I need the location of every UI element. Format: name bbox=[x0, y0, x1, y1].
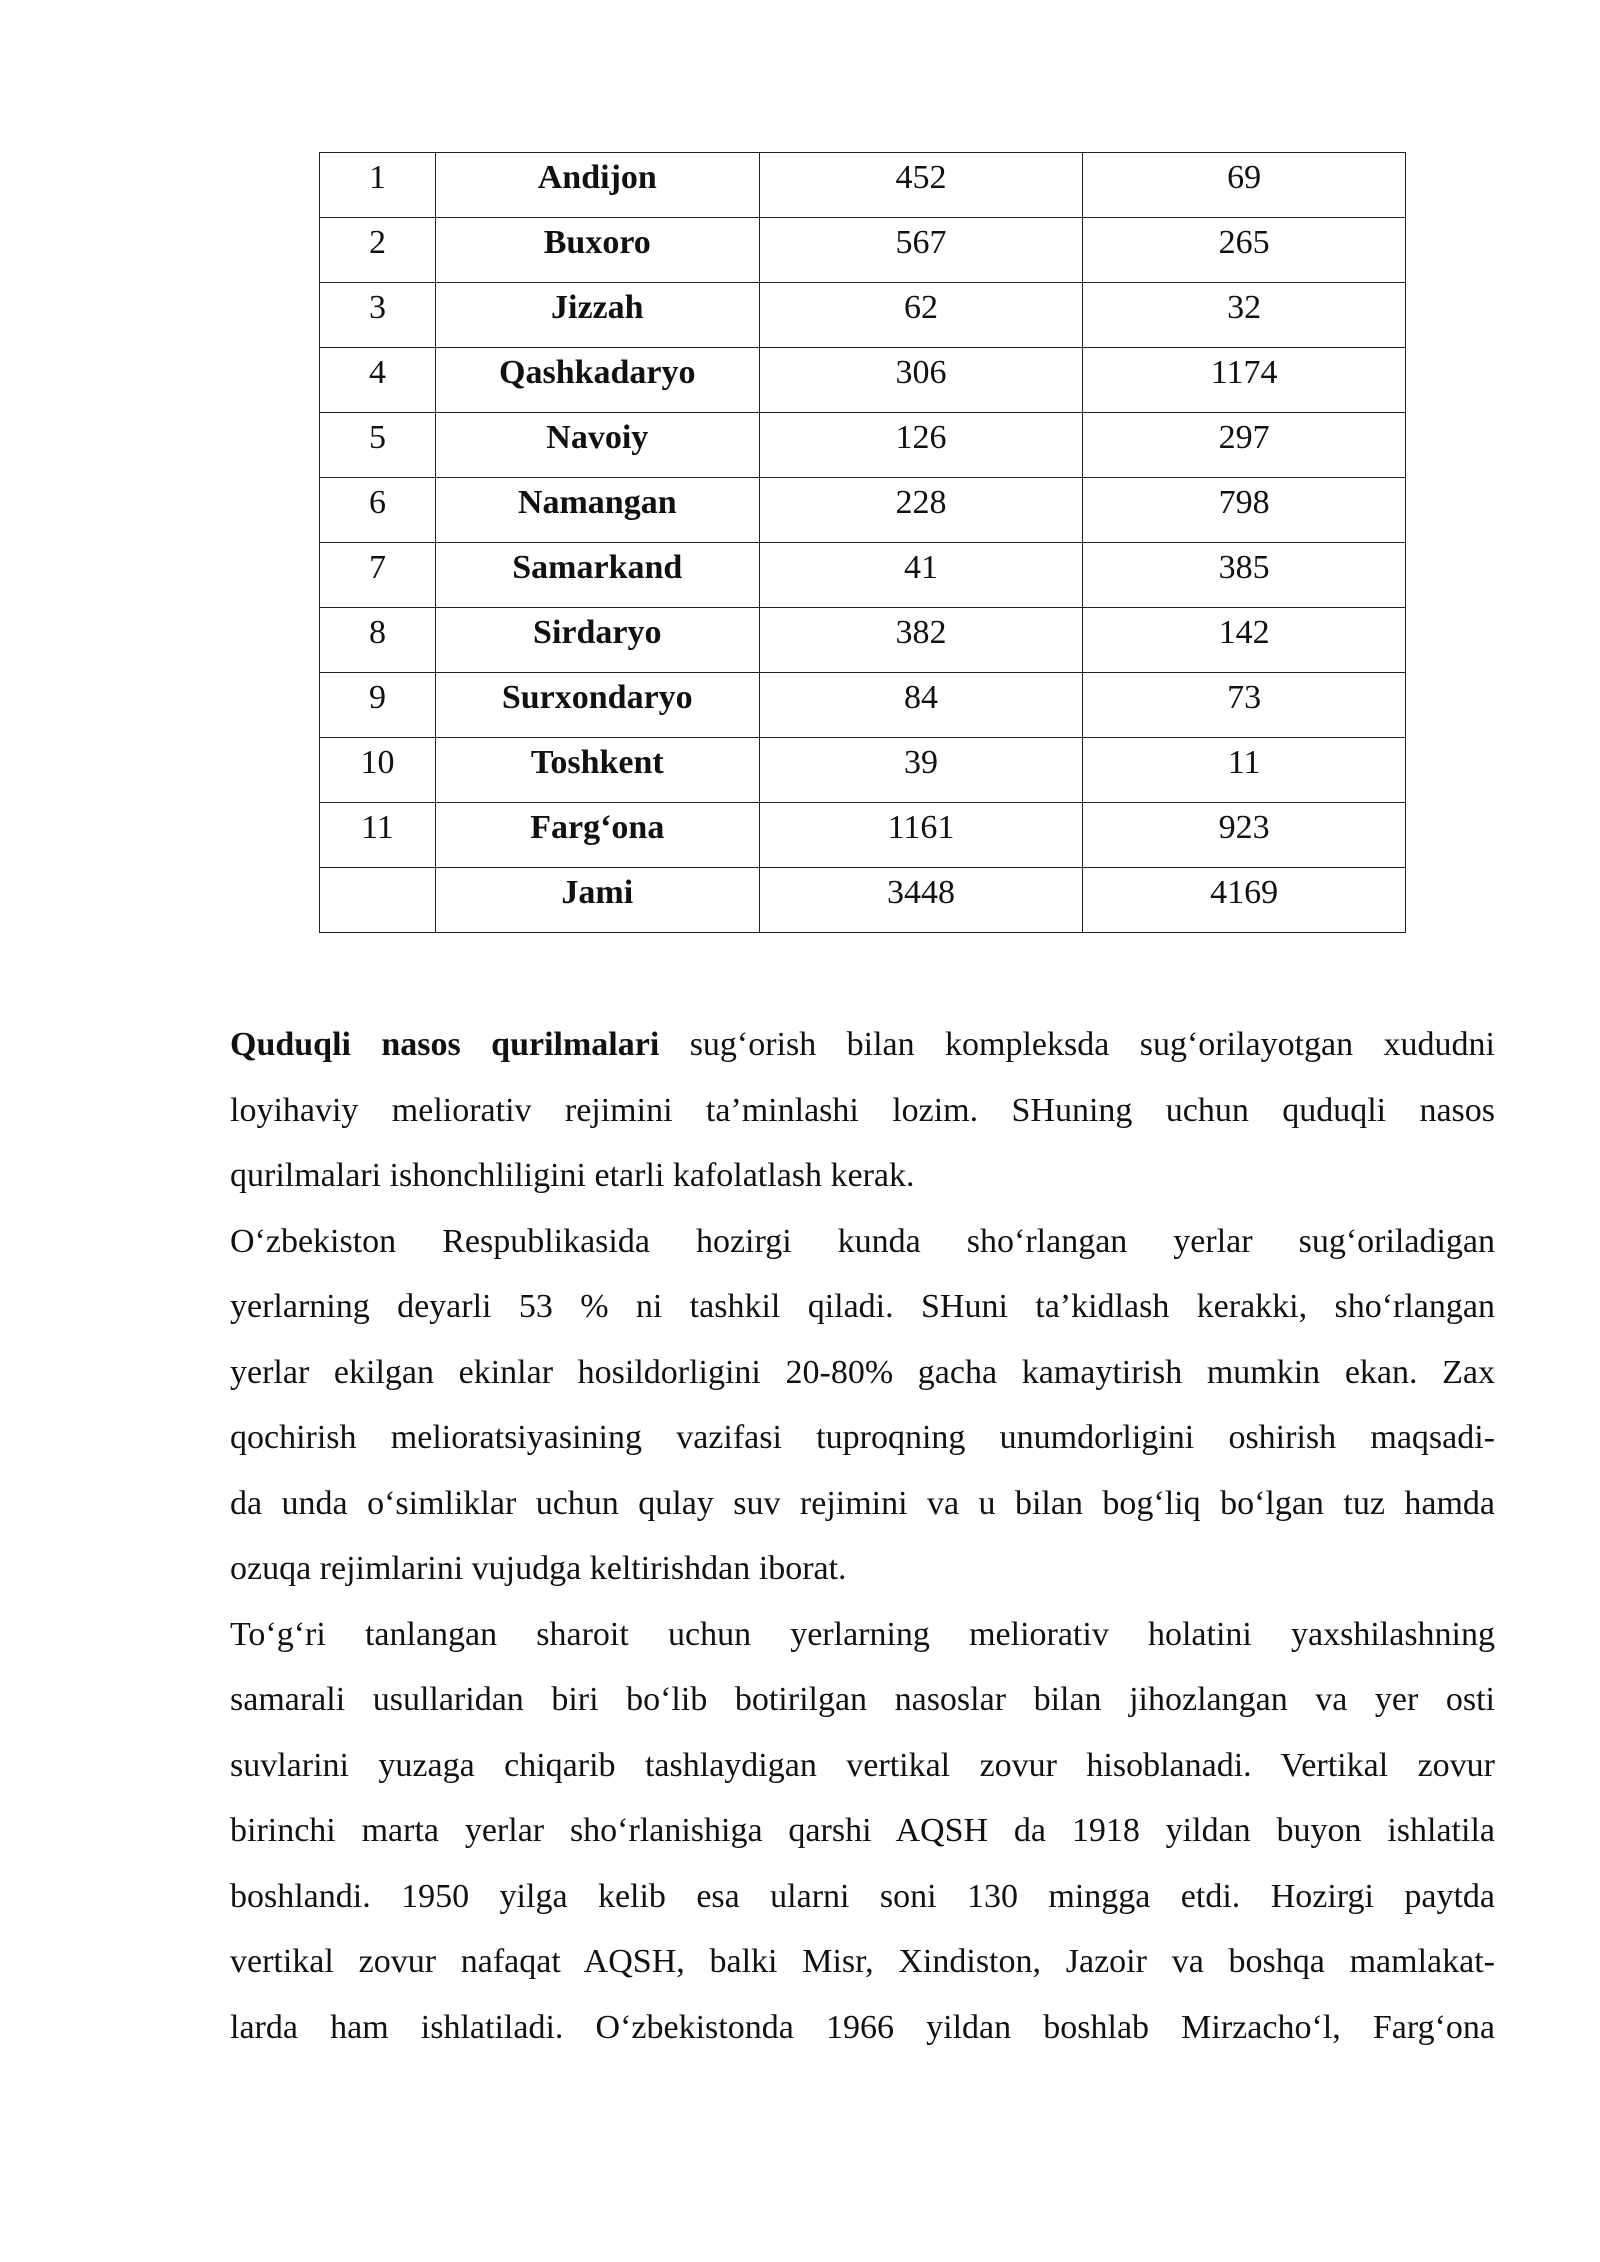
row-number-cell: 8 bbox=[320, 608, 436, 673]
value-2-cell: 265 bbox=[1083, 218, 1406, 283]
value-1-cell: 306 bbox=[759, 348, 1083, 413]
table-row bbox=[320, 673, 1406, 738]
value-1-cell: 1161 bbox=[759, 803, 1083, 868]
text-line: da unda o‘simliklar uchun qulay suv rejimini va u bilan bog‘liq bo‘lgan tuz hamda bbox=[230, 1484, 1495, 1522]
row-number-cell: 11 bbox=[320, 803, 436, 868]
value-1-cell: 41 bbox=[759, 543, 1083, 608]
value-1-cell: 126 bbox=[759, 413, 1083, 478]
value-1-cell: 452 bbox=[759, 153, 1083, 218]
value-1-cell: 84 bbox=[759, 673, 1083, 738]
value-2-cell: 385 bbox=[1083, 543, 1406, 608]
table-row bbox=[320, 348, 1406, 413]
table-row bbox=[320, 218, 1406, 283]
region-name-cell: Jami bbox=[435, 868, 759, 933]
row-number-cell bbox=[320, 868, 436, 933]
row-number-cell: 1 bbox=[320, 153, 436, 218]
table-row bbox=[320, 868, 1406, 933]
paragraph-2 bbox=[230, 1209, 1495, 1602]
text-line: suvlarini yuzaga chiqarib tashlaydigan vertikal zovur hisoblanadi. Vertikal zovur bbox=[230, 1746, 1495, 1784]
row-number-cell: 10 bbox=[320, 738, 436, 803]
table-row bbox=[320, 803, 1406, 868]
table-row bbox=[320, 543, 1406, 608]
text-line: qochirish melioratsiyasining vazifasi tuproqning unumdorligini oshirish maqsadi- bbox=[230, 1419, 1495, 1456]
value-2-cell: 11 bbox=[1083, 738, 1406, 803]
region-name-cell: Qashkadaryo bbox=[435, 348, 759, 413]
table-row bbox=[320, 608, 1406, 673]
region-name-cell: Jizzah bbox=[435, 283, 759, 348]
text-span: sug‘orish bilan kompleksda sug‘orilayotgan xududni bbox=[689, 1026, 1495, 1063]
text-line: vertikal zovur nafaqat AQSH, balki Misr, Xindiston, Jazoir va boshqa mamlakat- bbox=[230, 1943, 1495, 1980]
text-line: boshlandi. 1950 yilga kelib esa ularni soni 130 mingga etdi. Hozirgi paytda bbox=[230, 1877, 1495, 1915]
text-line: samarali usullaridan biri bo‘lib botirilgan nasoslar bilan jihozlangan va yer osti bbox=[230, 1681, 1495, 1718]
text-line: birinchi marta yerlar sho‘rlanishiga qarshi AQSH da 1918 yildan buyon ishlatila bbox=[230, 1812, 1495, 1849]
text-line bbox=[230, 1012, 1495, 1078]
row-number-cell: 6 bbox=[320, 478, 436, 543]
paragraph-1 bbox=[230, 1012, 1495, 1209]
value-1-cell: 3448 bbox=[759, 868, 1083, 933]
text-line: yerlarning deyarli 53 % ni tashkil qiladi. SHuni ta’kidlash kerakki, sho‘rlangan bbox=[230, 1288, 1495, 1325]
region-name-cell: Navoiy bbox=[435, 413, 759, 478]
region-name-cell: Andijon bbox=[435, 153, 759, 218]
region-name-cell: Farg‘ona bbox=[435, 803, 759, 868]
paragraph-3 bbox=[230, 1602, 1495, 2061]
text-line: O‘zbekiston Respublikasida hozirgi kunda sho‘rlangan yerlar sug‘oriladigan bbox=[230, 1222, 1495, 1260]
value-2-cell: 4169 bbox=[1083, 868, 1406, 933]
value-2-cell: 73 bbox=[1083, 673, 1406, 738]
table-row bbox=[320, 413, 1406, 478]
text-line: qurilmalari ishonchliligini etarli kafolatlash kerak. bbox=[230, 1157, 915, 1194]
value-2-cell: 798 bbox=[1083, 478, 1406, 543]
value-1-cell: 39 bbox=[759, 738, 1083, 803]
row-number-cell: 7 bbox=[320, 543, 436, 608]
table-row bbox=[320, 738, 1406, 803]
value-2-cell: 297 bbox=[1083, 413, 1406, 478]
table-row bbox=[320, 478, 1406, 543]
region-name-cell: Samarkand bbox=[435, 543, 759, 608]
value-2-cell: 69 bbox=[1083, 153, 1406, 218]
bold-term: Quduqli nasos qurilmalari bbox=[230, 1026, 660, 1063]
table-body bbox=[320, 153, 1406, 933]
value-2-cell: 923 bbox=[1083, 803, 1406, 868]
region-name-cell: Buxoro bbox=[435, 218, 759, 283]
value-2-cell: 32 bbox=[1083, 283, 1406, 348]
value-1-cell: 567 bbox=[759, 218, 1083, 283]
value-2-cell: 1174 bbox=[1083, 348, 1406, 413]
row-number-cell: 4 bbox=[320, 348, 436, 413]
value-1-cell: 62 bbox=[759, 283, 1083, 348]
text-line: larda ham ishlatiladi. O‘zbekistonda 1966 yildan boshlab Mirzacho‘l, Farg‘ona bbox=[230, 2008, 1495, 2046]
value-1-cell: 382 bbox=[759, 608, 1083, 673]
text-line: To‘g‘ri tanlangan sharoit uchun yerlarning meliorativ holatini yaxshilashning bbox=[230, 1615, 1495, 1653]
value-2-cell: 142 bbox=[1083, 608, 1406, 673]
value-1-cell: 228 bbox=[759, 478, 1083, 543]
region-name-cell: Sirdaryo bbox=[435, 608, 759, 673]
text-line: yerlar ekilgan ekinlar hosildorligini 20-80% gacha kamaytirish mumkin ekan. Zax bbox=[230, 1353, 1495, 1391]
table-row bbox=[320, 283, 1406, 348]
region-name-cell: Surxondaryo bbox=[435, 673, 759, 738]
row-number-cell: 5 bbox=[320, 413, 436, 478]
region-name-cell: Namangan bbox=[435, 478, 759, 543]
region-data-table bbox=[319, 152, 1406, 933]
body-text bbox=[230, 1012, 1495, 2060]
text-line: ozuqa rejimlarini vujudga keltirishdan iborat. bbox=[230, 1550, 847, 1587]
text-line: loyihaviy meliorativ rejimini ta’minlashi lozim. SHuning uchun quduqli nasos bbox=[230, 1091, 1495, 1129]
row-number-cell: 3 bbox=[320, 283, 436, 348]
row-number-cell: 9 bbox=[320, 673, 436, 738]
row-number-cell: 2 bbox=[320, 218, 436, 283]
region-name-cell: Toshkent bbox=[435, 738, 759, 803]
table-row bbox=[320, 153, 1406, 218]
